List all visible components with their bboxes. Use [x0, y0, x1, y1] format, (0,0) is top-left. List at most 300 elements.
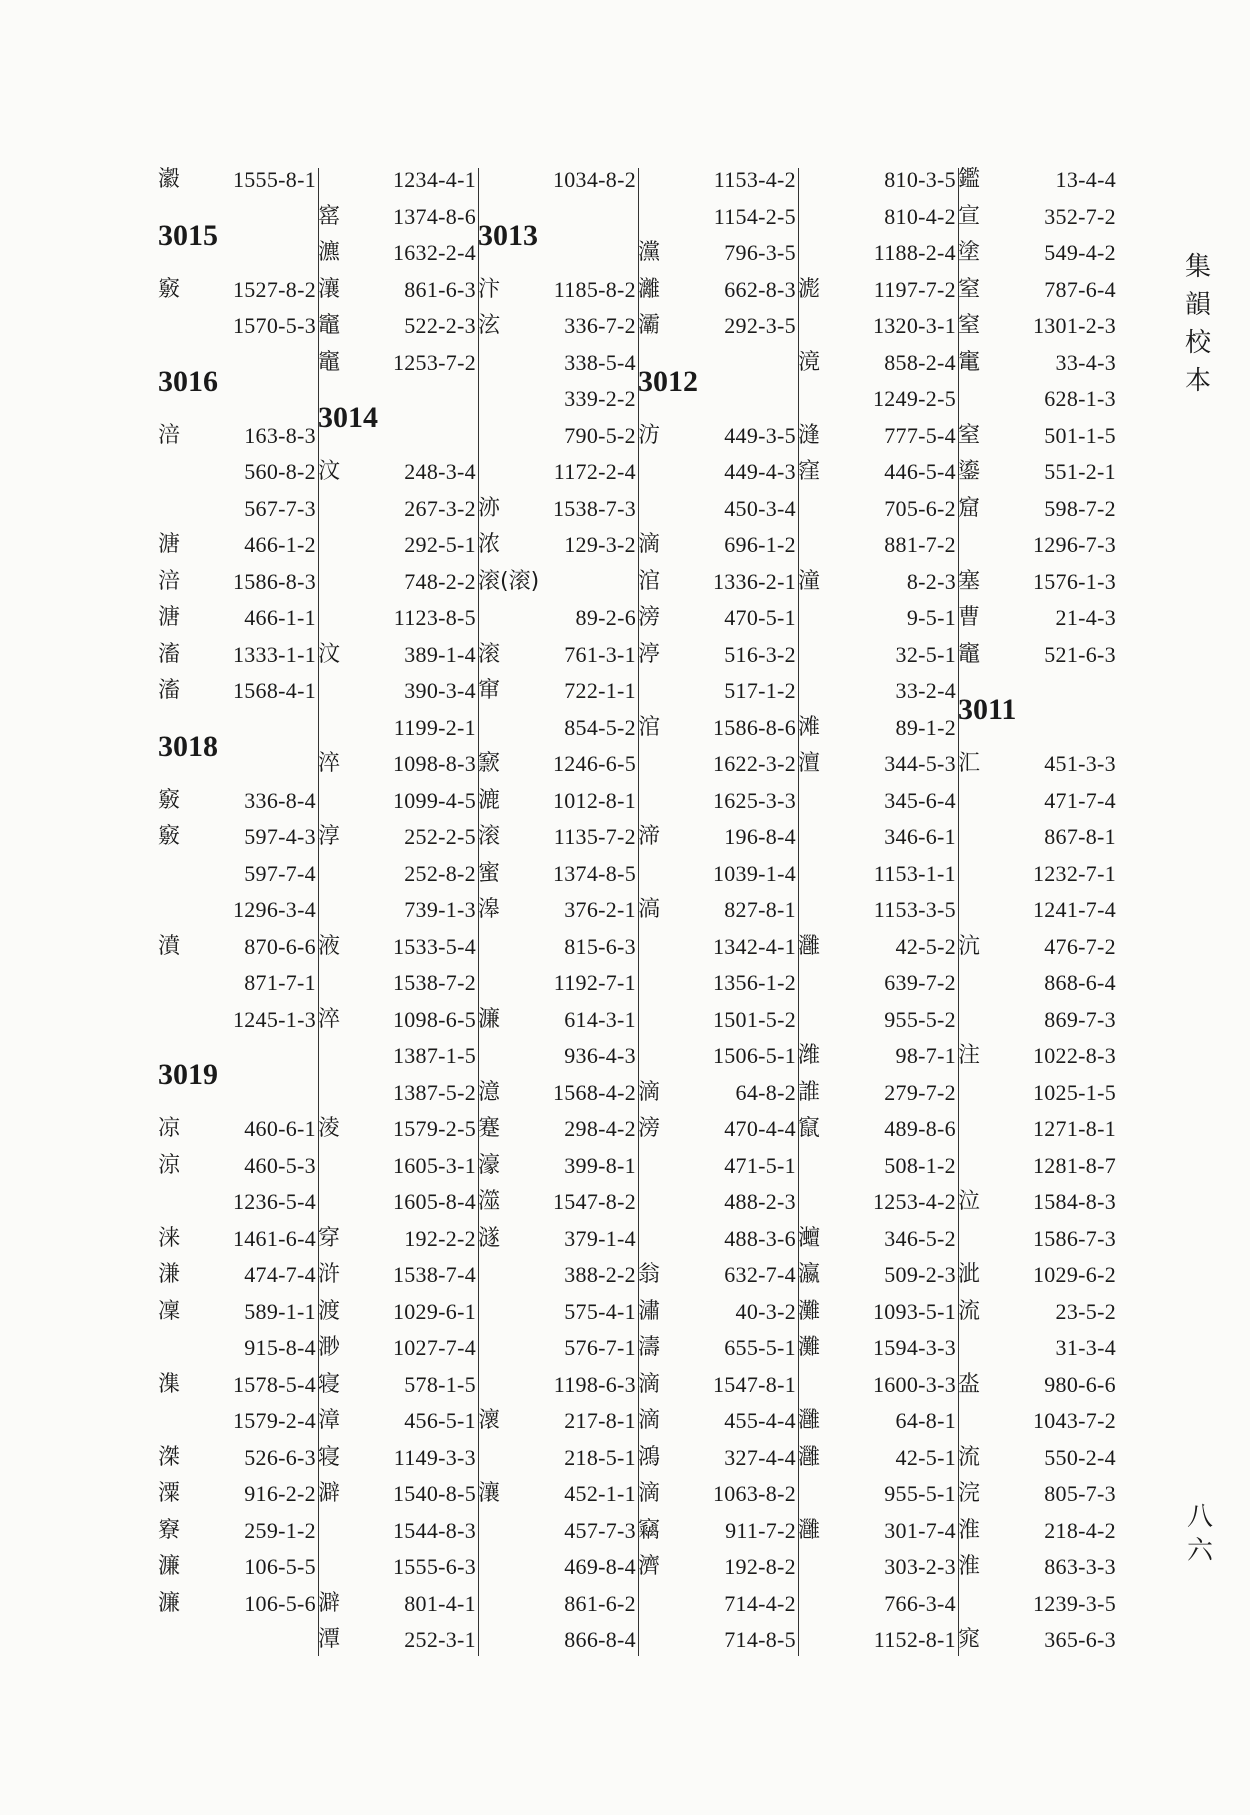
entry-reference: 739-1-3: [404, 897, 476, 922]
entry-character: 泣: [958, 1189, 981, 1214]
entry-character: 泴: [958, 1371, 981, 1397]
entry-reference: 89-2-6: [575, 605, 636, 630]
index-entry: [958, 965, 1116, 1002]
entry-reference: 456-5-1: [404, 1408, 476, 1433]
entry-reference: 1239-3-5: [1032, 1590, 1116, 1616]
index-entry: [798, 1622, 956, 1659]
index-entry: [958, 892, 1116, 929]
index-entry: [478, 527, 636, 564]
entry-character: 窟: [958, 495, 981, 521]
entry-character: 蹇: [478, 1116, 501, 1141]
entry-character: 潍: [798, 1043, 821, 1068]
index-entry: [798, 856, 956, 893]
entry-character: 濂: [158, 1590, 181, 1616]
entry-reference: 576-7-1: [564, 1335, 636, 1360]
entry-reference: 915-8-4: [244, 1335, 316, 1360]
entry-reference: 1185-8-2: [553, 276, 636, 302]
page-number: 八六: [1186, 1502, 1213, 1566]
entry-character: 滂: [638, 605, 661, 630]
entry-reference: 303-2-3: [884, 1554, 956, 1579]
index-entry: [478, 308, 636, 345]
entry-reference: 522-2-3: [404, 313, 476, 338]
index-entry: [318, 199, 476, 236]
entry-character: 澼: [318, 1590, 341, 1616]
index-entry: [798, 637, 956, 674]
index-entry: [958, 564, 1116, 601]
index-entry: [318, 1403, 476, 1440]
entry-character: 凜: [158, 1298, 181, 1324]
entry-character: 潥: [158, 1481, 181, 1506]
index-entry: [158, 272, 316, 309]
index-entry: [158, 1440, 316, 1477]
entry-character: 寝: [318, 1444, 341, 1470]
entry-character: 窪: [798, 459, 821, 484]
entry-reference: 714-8-5: [724, 1627, 796, 1652]
index-entry: [638, 1002, 796, 1039]
index-entry: [798, 1367, 956, 1404]
entry-reference: 1586-8-3: [232, 568, 316, 594]
entry-character: 竄: [798, 1116, 821, 1141]
index-entry: [158, 892, 316, 929]
index-entry: [958, 1403, 1116, 1440]
entry-character: 浒: [318, 1262, 341, 1287]
index-entry: [478, 491, 636, 528]
index-entry: [958, 929, 1116, 966]
index-entry: [798, 1038, 956, 1075]
entry-reference: 508-1-2: [884, 1152, 956, 1178]
index-entry: [318, 1549, 476, 1586]
entry-reference: 1253-7-2: [392, 349, 476, 375]
entry-character: 滜: [478, 897, 501, 922]
entry-reference: 1506-5-1: [712, 1043, 796, 1068]
index-entry: [478, 1111, 636, 1148]
entry-reference: 1123-8-5: [393, 605, 476, 630]
entry-character: 蜜: [478, 860, 501, 886]
index-entry: [958, 783, 1116, 820]
index-entry: [158, 162, 316, 199]
entry-character: 渟: [638, 641, 661, 667]
entry-character: 滚: [478, 641, 501, 667]
entry-reference: 1234-4-1: [392, 167, 476, 192]
entry-reference: 1622-3-2: [712, 751, 796, 776]
entry-character: 漉: [478, 787, 501, 813]
entry-reference: 801-4-1: [404, 1590, 476, 1616]
entry-character: 滴: [638, 1371, 661, 1397]
index-entry: [638, 1148, 796, 1185]
entry-reference: 911-7-2: [725, 1517, 796, 1543]
index-entry: [478, 710, 636, 747]
index-entry: [318, 1476, 476, 1513]
entry-character: 汴: [478, 276, 501, 302]
index-entry: [318, 1294, 476, 1331]
entry-character: 凉: [158, 1116, 181, 1141]
index-entry: [638, 1622, 796, 1659]
entry-reference: 23-5-2: [1055, 1298, 1116, 1324]
entry-reference: 449-3-5: [724, 422, 796, 448]
entry-reference: 796-3-5: [724, 240, 796, 265]
index-entry: [638, 491, 796, 528]
index-entry: [958, 1330, 1116, 1367]
index-entry: [958, 1622, 1116, 1659]
entry-reference: 517-1-2: [724, 678, 796, 703]
entry-reference: 1098-6-5: [392, 1006, 476, 1032]
entry-reference: 379-1-4: [564, 1225, 636, 1251]
entry-character: 灉: [798, 1444, 821, 1470]
entry-reference: 867-8-1: [1044, 824, 1116, 849]
index-entry: [478, 819, 636, 856]
entry-character: 滂: [638, 1116, 661, 1141]
index-entry: [158, 783, 316, 820]
entry-reference: 1029-6-1: [392, 1298, 476, 1324]
index-entry: [318, 1330, 476, 1367]
index-entry: [478, 1622, 636, 1659]
entry-reference: 42-5-2: [895, 933, 956, 959]
index-entry: [318, 1002, 476, 1039]
index-entry: [798, 1221, 956, 1258]
entry-reference: 980-6-6: [1044, 1371, 1116, 1397]
index-entry: [158, 308, 316, 345]
entry-character: 灕: [638, 276, 661, 302]
index-entry: [478, 1184, 636, 1221]
entry-character: 滚(滚): [478, 568, 540, 594]
section-heading: 3019: [158, 1058, 218, 1091]
entry-reference: 252-3-1: [404, 1627, 476, 1652]
index-entry: [158, 637, 316, 674]
index-entry: [318, 819, 476, 856]
index-entry: [318, 491, 476, 528]
index-entry: [318, 746, 476, 783]
index-entry: [958, 746, 1116, 783]
entry-reference: 345-6-4: [884, 787, 956, 813]
entry-reference: 1538-7-4: [392, 1262, 476, 1287]
index-entry: [318, 783, 476, 820]
index-entry: [318, 1148, 476, 1185]
index-entry: [478, 1330, 636, 1367]
entry-character: 汸: [638, 422, 661, 448]
entry-reference: 575-4-1: [564, 1298, 636, 1324]
index-entry: [798, 746, 956, 783]
entry-character: 滮: [798, 276, 821, 302]
index-entry: [798, 965, 956, 1002]
entry-reference: 777-5-4: [884, 422, 956, 448]
entry-reference: 1236-5-4: [232, 1189, 316, 1214]
index-entry: [478, 1148, 636, 1185]
entry-character: 滰: [798, 349, 821, 375]
index-entry: [958, 819, 1116, 856]
entry-reference: 1034-8-2: [552, 167, 636, 192]
index-entry: [158, 819, 316, 856]
index-entry: [638, 1075, 796, 1112]
entry-reference: 1153-1-1: [873, 860, 956, 886]
entry-character: 滀: [158, 641, 181, 667]
entry-character: 窒: [958, 276, 981, 302]
entry-reference: 509-2-3: [884, 1262, 956, 1287]
index-entry: [638, 746, 796, 783]
entry-reference: 32-5-1: [895, 641, 956, 667]
entry-reference: 8-2-3: [906, 568, 956, 594]
section-heading: 3013: [478, 218, 538, 252]
entry-character: 瀫: [158, 167, 181, 192]
entry-reference: 1342-4-1: [712, 933, 796, 959]
entry-character: 寝: [318, 1371, 341, 1397]
entry-reference: 1154-2-5: [713, 203, 796, 229]
entry-character: 窒: [958, 313, 981, 338]
index-entry: [798, 199, 956, 236]
index-entry: [958, 418, 1116, 455]
index-entry: [318, 527, 476, 564]
index-entry: [798, 345, 956, 382]
index-entry: [798, 783, 956, 820]
entry-character: 涪: [158, 568, 181, 594]
entry-reference: 790-5-2: [564, 422, 636, 448]
entry-reference: 13-4-4: [1055, 167, 1116, 192]
index-entry: [798, 1330, 956, 1367]
entry-character: 濆: [158, 933, 181, 959]
index-entry: [158, 527, 316, 564]
index-entry: [798, 892, 956, 929]
entry-reference: 1576-1-3: [1032, 568, 1116, 594]
index-entry: [158, 1184, 316, 1221]
entry-reference: 578-1-5: [404, 1371, 476, 1397]
index-column-2: [318, 162, 476, 1659]
entry-reference: 1632-2-4: [392, 240, 476, 265]
index-entry: [638, 527, 796, 564]
index-entry: [478, 1221, 636, 1258]
entry-reference: 662-8-3: [724, 276, 796, 302]
entry-reference: 628-1-3: [1044, 386, 1116, 411]
entry-reference: 1540-8-5: [392, 1481, 476, 1506]
index-entry: [638, 1440, 796, 1477]
entry-reference: 460-6-1: [244, 1116, 316, 1141]
entry-reference: 89-1-2: [895, 714, 956, 740]
entry-reference: 336-7-2: [564, 313, 636, 338]
index-entry: [638, 710, 796, 747]
index-entry: [158, 1148, 316, 1185]
entry-reference: 31-3-4: [1055, 1335, 1116, 1360]
entry-reference: 460-5-3: [244, 1152, 316, 1178]
entry-reference: 192-2-2: [404, 1225, 476, 1251]
entry-reference: 399-8-1: [564, 1152, 636, 1178]
entry-reference: 40-3-2: [735, 1298, 796, 1324]
entry-reference: 455-4-4: [724, 1408, 796, 1433]
index-entry: [158, 1513, 316, 1550]
index-entry: [638, 162, 796, 199]
index-entry: [478, 272, 636, 309]
index-entry: [478, 1075, 636, 1112]
entry-reference: 854-5-2: [564, 714, 636, 740]
index-entry: [638, 308, 796, 345]
entry-reference: 955-5-2: [884, 1006, 956, 1032]
index-entry: [798, 819, 956, 856]
entry-character: 液: [318, 933, 341, 959]
entry-reference: 1093-5-1: [872, 1298, 956, 1324]
entry-reference: 1199-2-1: [393, 714, 476, 740]
entry-character: 滐: [158, 1444, 181, 1470]
entry-reference: 33-4-3: [1055, 349, 1116, 375]
entry-character: 溏: [158, 532, 181, 557]
entry-reference: 614-3-1: [564, 1006, 636, 1032]
index-entry: [798, 454, 956, 491]
entry-reference: 106-5-6: [244, 1590, 316, 1616]
entry-character: 澼: [318, 1481, 341, 1506]
entry-reference: 936-4-3: [564, 1043, 636, 1068]
index-entry: [638, 1549, 796, 1586]
entry-reference: 696-1-2: [724, 532, 796, 557]
entry-character: 濟: [638, 1554, 661, 1579]
entry-reference: 1533-5-4: [392, 933, 476, 959]
entry-character: 滴: [638, 532, 661, 557]
entry-reference: 1301-2-3: [1032, 313, 1116, 338]
entry-character: 潭: [318, 1627, 341, 1652]
entry-reference: 64-8-1: [895, 1408, 956, 1433]
entry-reference: 1555-8-1: [232, 167, 316, 192]
entry-character: 竅: [158, 824, 181, 849]
index-entry: [478, 1513, 636, 1550]
entry-reference: 827-8-1: [724, 897, 796, 922]
index-entry: [798, 1148, 956, 1185]
index-entry: [638, 1513, 796, 1550]
entry-reference: 365-6-3: [1044, 1627, 1116, 1652]
entry-character: 滩: [798, 714, 821, 740]
entry-reference: 1578-5-4: [232, 1371, 316, 1397]
index-entry: [158, 1403, 316, 1440]
entry-reference: 597-7-4: [244, 860, 316, 886]
index-entry: [798, 1294, 956, 1331]
entry-reference: 106-5-5: [244, 1554, 316, 1579]
entry-reference: 560-8-2: [244, 459, 316, 484]
index-entry: [958, 199, 1116, 236]
index-entry: [158, 929, 316, 966]
entry-reference: 376-2-1: [564, 897, 636, 922]
index-column-4: [638, 162, 796, 1659]
entry-reference: 1245-1-3: [232, 1006, 316, 1032]
index-entry: [798, 1440, 956, 1477]
entry-character: 溓: [158, 1262, 181, 1287]
section-heading: 3014: [318, 401, 378, 434]
index-entry: [958, 637, 1116, 674]
entry-reference: 1029-6-2: [1032, 1262, 1116, 1287]
index-entry: [958, 1294, 1116, 1331]
entry-character: 穿: [318, 1225, 341, 1251]
index-entry: [478, 418, 636, 455]
entry-reference: 1547-8-1: [712, 1371, 796, 1397]
entry-reference: 1296-7-3: [1032, 532, 1116, 557]
entry-reference: 470-4-4: [724, 1116, 796, 1141]
index-entry: [158, 491, 316, 528]
index-entry: [318, 1257, 476, 1294]
index-entry: [798, 1075, 956, 1112]
entry-character: 涞: [158, 1225, 181, 1251]
index-entry: [158, 418, 316, 455]
entry-reference: 787-6-4: [1044, 276, 1116, 302]
index-entry: [798, 1549, 956, 1586]
entry-character: 滴: [638, 1408, 661, 1433]
index-entry: [478, 1549, 636, 1586]
entry-character: 滈: [638, 897, 661, 922]
entry-reference: 218-5-1: [564, 1444, 636, 1470]
index-entry: [958, 162, 1116, 199]
index-entry: [958, 1221, 1116, 1258]
entry-character: 沆: [958, 933, 981, 959]
index-entry: [478, 746, 636, 783]
index-entry: [158, 1586, 316, 1623]
entry-character: 瀌: [318, 240, 341, 265]
entry-reference: 1188-2-4: [873, 240, 956, 265]
index-entry: [798, 1476, 956, 1513]
index-entry: [638, 856, 796, 893]
entry-reference: 1320-3-1: [872, 313, 956, 338]
entry-character: 汶: [318, 641, 341, 667]
entry-character: 濂: [158, 1554, 181, 1579]
index-entry: [158, 1549, 316, 1586]
index-entry: [478, 1038, 636, 1075]
index-entry: [638, 272, 796, 309]
index-entry: [318, 673, 476, 710]
entry-reference: 714-4-2: [724, 1590, 796, 1616]
index-entry: [638, 637, 796, 674]
entry-character: 鎏: [958, 459, 981, 484]
entry-character: 曹: [958, 605, 981, 630]
entry-reference: 1374-8-6: [392, 203, 476, 229]
entry-character: 竊: [638, 1517, 661, 1543]
entry-reference: 1232-7-1: [1032, 860, 1116, 886]
index-entry: [638, 564, 796, 601]
index-entry: [798, 1111, 956, 1148]
entry-character: 渡: [318, 1298, 341, 1324]
index-entry: [798, 600, 956, 637]
section-heading: 3018: [158, 729, 218, 763]
entry-reference: 1281-8-7: [1032, 1152, 1116, 1178]
index-entry: [478, 783, 636, 820]
entry-reference: 1198-6-3: [553, 1371, 636, 1397]
entry-character: 淳: [318, 824, 341, 849]
index-entry: [638, 819, 796, 856]
index-entry: [318, 308, 476, 345]
entry-reference: 248-3-4: [404, 459, 476, 484]
entry-reference: 1356-1-2: [712, 970, 796, 995]
index-entry: [798, 308, 956, 345]
entry-character: 淮: [958, 1517, 981, 1543]
entry-reference: 1538-7-2: [392, 970, 476, 995]
index-entry: [478, 564, 636, 601]
index-entry: [478, 1257, 636, 1294]
entry-reference: 551-2-1: [1044, 459, 1116, 484]
index-entry: [798, 1586, 956, 1623]
entry-character: 淬: [318, 751, 341, 776]
entry-reference: 761-3-1: [564, 641, 636, 667]
index-entry: [798, 1184, 956, 1221]
entry-character: 瀤: [478, 1408, 501, 1433]
index-entry: [318, 965, 476, 1002]
index-entry: [158, 1111, 316, 1148]
section-heading: 3011: [958, 693, 1017, 726]
index-entry: [958, 1184, 1116, 1221]
index-entry: [638, 1038, 796, 1075]
section-heading: 3016: [158, 364, 218, 398]
entry-character: 濠: [478, 1152, 501, 1178]
index-entry: [798, 1403, 956, 1440]
entry-reference: 489-8-6: [884, 1116, 956, 1141]
index-entry: [798, 1257, 956, 1294]
entry-character: 灘: [798, 1335, 821, 1360]
index-entry: [318, 1622, 476, 1659]
index-entry: [318, 1367, 476, 1404]
entry-character: 誰: [798, 1079, 821, 1105]
index-entry: [478, 1403, 636, 1440]
entry-reference: 488-3-6: [724, 1225, 796, 1251]
index-entry: [158, 1257, 316, 1294]
entry-character: 竈: [318, 313, 341, 338]
